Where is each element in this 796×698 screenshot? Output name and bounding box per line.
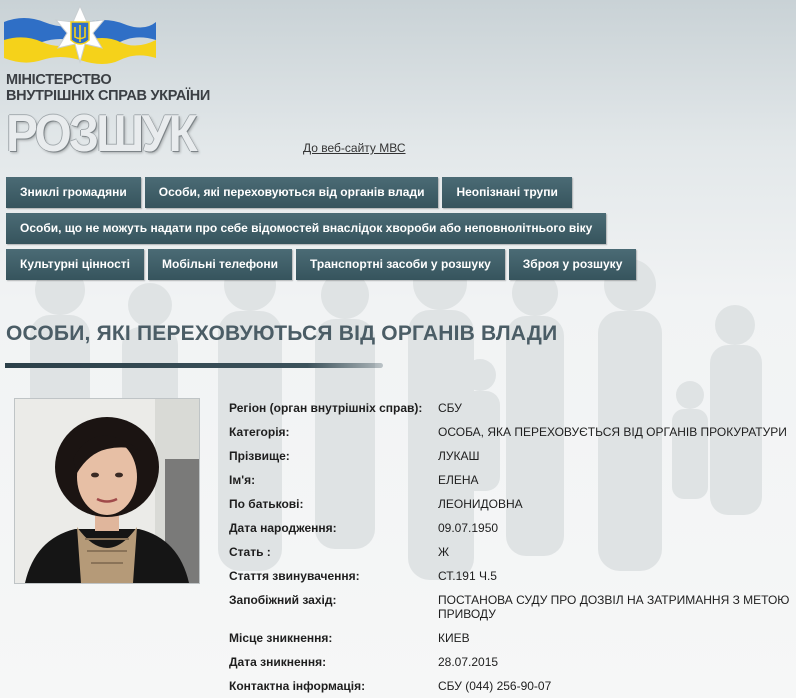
site-header <box>0 0 796 170</box>
nav-row-3 <box>6 249 796 280</box>
detail-label: Стаття звинувачення: <box>229 569 360 583</box>
ministry-line-2: ВНУТРІШНІХ СПРАВ УКРАЇНИ <box>6 88 210 104</box>
detail-value: КИЕВ <box>438 631 470 645</box>
detail-row <box>229 540 796 564</box>
detail-row <box>229 492 796 516</box>
detail-label: Контактна інформація: <box>229 679 366 693</box>
detail-value: 09.07.1950 <box>438 521 499 535</box>
detail-row <box>229 396 796 420</box>
detail-label: Дата зникнення: <box>229 655 327 669</box>
person-portrait-image <box>15 399 199 583</box>
detail-value: ЛЕОНИДОВНА <box>438 497 523 511</box>
detail-value: ПОСТАНОВА СУДУ ПРО ДОЗВІЛ НА ЗАТРИМАННЯ З МЕТОЮ ПРИВОДУ <box>438 593 790 621</box>
ministry-name <box>6 72 210 104</box>
detail-value: СБУ <box>438 401 462 415</box>
detail-label: Стать : <box>229 545 271 559</box>
detail-row <box>229 468 796 492</box>
section-logo-title: РОЗШУК <box>6 105 195 163</box>
nav-row-2 <box>6 213 796 244</box>
ministry-line-1: МІНІСТЕРСТВО <box>6 72 112 88</box>
detail-row <box>229 564 796 588</box>
detail-label: Прізвище: <box>229 449 290 463</box>
nav-mobile-phones[interactable]: Мобільні телефони <box>148 249 292 280</box>
nav-unable-to-identify[interactable]: Особи, що не можуть надати про себе відомостей внаслідок хвороби або неповнолітнього віку <box>6 213 606 244</box>
nav-unidentified-bodies[interactable]: Неопізнані трупи <box>442 177 571 208</box>
detail-row <box>229 650 796 674</box>
detail-label: По батькові: <box>229 497 304 511</box>
detail-label: Запобіжний захід: <box>229 593 337 607</box>
title-divider <box>5 363 383 368</box>
detail-row <box>229 626 796 650</box>
detail-value: СТ.191 Ч.5 <box>438 569 497 583</box>
nav-wanted-weapons[interactable]: Зброя у розшуку <box>509 249 637 280</box>
nav-fugitives[interactable]: Особи, які переховуються від органів влади <box>145 177 439 208</box>
ministry-website-link[interactable]: До веб-сайту МВС <box>303 141 406 155</box>
detail-row <box>229 420 796 444</box>
detail-label: Місце зникнення: <box>229 631 333 645</box>
person-photo <box>14 398 200 584</box>
detail-row <box>229 674 796 698</box>
detail-label: Дата народження: <box>229 521 337 535</box>
detail-row <box>229 444 796 468</box>
page-title: ОСОБИ, ЯКІ ПЕРЕХОВУЮТЬСЯ ВІД ОРГАНІВ ВЛАДИ <box>6 322 558 345</box>
trident-star-icon[interactable] <box>4 4 156 70</box>
nav-cultural-values[interactable]: Культурні цінності <box>6 249 144 280</box>
nav-missing-citizens[interactable]: Зниклі громадяни <box>6 177 141 208</box>
detail-value: 28.07.2015 <box>438 655 499 669</box>
detail-row <box>229 588 796 626</box>
nav-row-1 <box>6 177 796 208</box>
nav-wanted-vehicles[interactable]: Транспортні засоби у розшуку <box>296 249 505 280</box>
category-navigation <box>6 177 796 285</box>
detail-value: ЛУКАШ <box>438 449 480 463</box>
detail-label: Категорія: <box>229 425 290 439</box>
detail-value: ОСОБА, ЯКА ПЕРЕХОВУЄТЬСЯ ВІД ОРГАНІВ ПРОКУРАТУРИ <box>438 425 787 439</box>
person-details <box>229 396 796 698</box>
detail-label: Регіон (орган внутрішніх справ): <box>229 401 423 415</box>
detail-value: СБУ (044) 256-90-07 <box>438 679 552 693</box>
detail-value: ЕЛЕНА <box>438 473 479 487</box>
detail-value: Ж <box>438 545 450 559</box>
detail-label: Ім'я: <box>229 473 256 487</box>
detail-row <box>229 516 796 540</box>
